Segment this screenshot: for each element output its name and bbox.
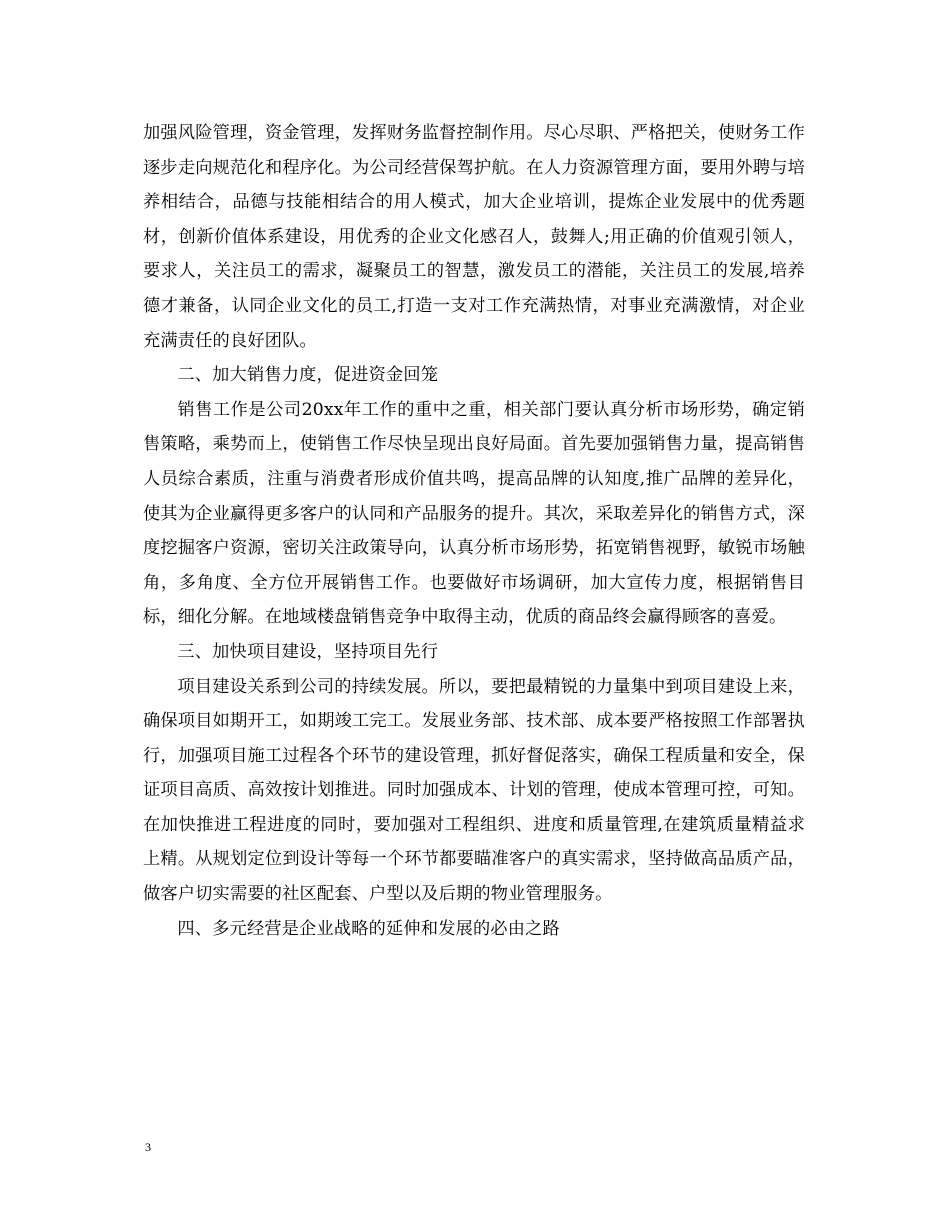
page-number: 3	[145, 1140, 151, 1154]
section-heading-diversification: 四、多元经营是企业战略的延伸和发展的必由之路	[177, 918, 560, 939]
paragraph-projects: 项目建设关系到公司的持续发展。所以，要把最精锐的力量集中到项目建设上来，确保项目如期开工，如期竣工完工。发展业务部、技术部、成本要严格按照工作部署执行，加强项目施工过程各个环节的建设管理，抓好督促落实，确保工程质量和安全，保证项目高质、高效按计划推进。同时加强成本、计划的管理，使成本管理可控，可知。在加快推进工程进度的同时，要加强对工程组织、进度和质量管理,在建筑质量精益求上精。从规划定位到设计等每一个环节都要瞄准客户的真实需求，坚持做高品质产品，做客户切实需要的社区配套、户型以及后期的物业管理服务。	[143, 676, 805, 905]
paragraph-risk-finance-hr: 加强风险管理，资金管理，发挥财务监督控制作用。尽心尽职、严格把关，使财务工作逐步走向规范化和程序化。为公司经营保驾护航。在人力资源管理方面，要用外聘与培养相结合，品德与技能相结合的用人模式，加大企业培训，提炼企业发展中的优秀题材，创新价值体系建设，用优秀的企业文化感召人，鼓舞人;用正确的价值观引领人，要求人，关注员工的需求，凝聚员工的智慧，激发员工的潜能，关注员工的发展,培养德才兼备，认同企业文化的员工,打造一支对工作充满热情，对事业充满激情，对企业充满责任的良好团队。	[143, 123, 805, 351]
section-heading-projects: 三、加快项目建设，坚持项目先行	[177, 641, 439, 662]
document-body	[143, 116, 805, 946]
paragraph-sales: 销售工作是公司20xx年工作的重中之重，相关部门要认真分析市场形势，确定销售策略，乘势而上，使销售工作尽快呈现出良好局面。首先要加强销售力量，提高销售人员综合素质，注重与消费者形成价值共鸣，提高品牌的认知度,推广品牌的差异化，使其为企业赢得更多客户的认同和产品服务的提升。其次，采取差异化的销售方式，深度挖掘客户资源，密切关注政策导向，认真分析市场形势，拓宽销售视野，敏锐市场触角，多角度、全方位开展销售工作。也要做好市场调研，加大宣传力度，根据销售目标，细化分解。在地域楼盘销售竞争中取得主动，优质的商品终会赢得顾客的喜爱。	[143, 399, 805, 628]
section-heading-sales: 二、加大销售力度，促进资金回笼	[177, 365, 439, 386]
